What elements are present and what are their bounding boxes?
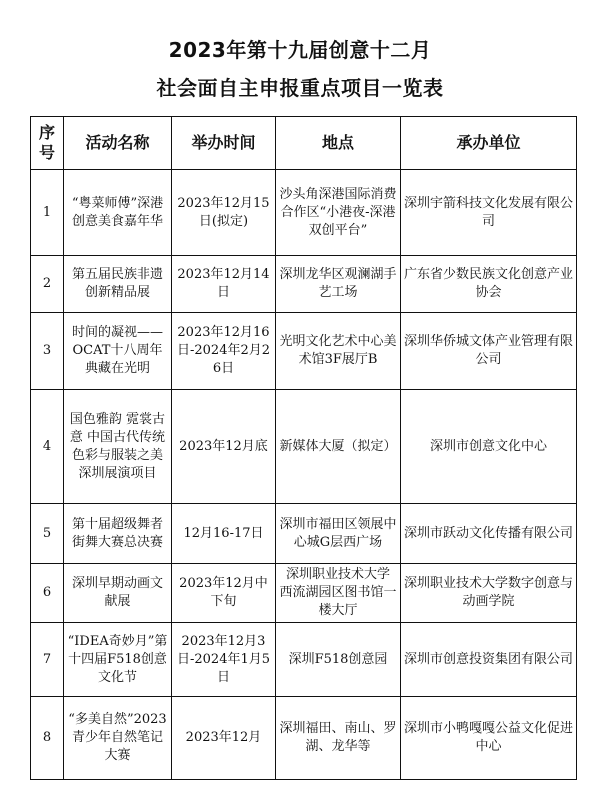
cell-index: 8 (31, 697, 64, 780)
cell-organizer: 深圳华侨城文体产业管理有限公司 (401, 313, 577, 390)
cell-index: 4 (31, 390, 64, 504)
table-row (31, 390, 577, 504)
table-row (31, 313, 577, 390)
table-row (31, 256, 577, 313)
cell-event-name: “多美自然”2023青少年自然笔记大赛 (64, 697, 172, 780)
cell-time: 2023年12月16日-2024年2月26日 (172, 313, 276, 390)
cell-organizer: 深圳市创意投资集团有限公司 (401, 623, 577, 697)
cell-time: 2023年12月15日(拟定) (172, 170, 276, 256)
cell-organizer: 深圳宇箭科技文化发展有限公司 (401, 170, 577, 256)
cell-organizer: 深圳市创意文化中心 (401, 390, 577, 504)
cell-event-name: “粤菜师傅”深港创意美食嘉年华 (64, 170, 172, 256)
cell-index: 6 (31, 564, 64, 623)
cell-event-name: 第十届超级舞者街舞大赛总决赛 (64, 504, 172, 564)
cell-location: 深圳F518创意园 (276, 623, 401, 697)
document-title-line-1: 2023年第十九届创意十二月 (168, 38, 432, 62)
header-location: 地点 (276, 117, 401, 170)
cell-event-name: 深圳早期动画文献展 (64, 564, 172, 623)
cell-event-name: 时间的凝视——OCAT十八周年典藏在光明 (64, 313, 172, 390)
cell-location: 深圳龙华区观澜湖手艺工场 (276, 256, 401, 313)
header-organizer: 承办单位 (401, 117, 577, 170)
cell-organizer: 广东省少数民族文化创意产业协会 (401, 256, 577, 313)
cell-index: 3 (31, 313, 64, 390)
table-row (31, 564, 577, 623)
header-time: 举办时间 (172, 117, 276, 170)
cell-index: 2 (31, 256, 64, 313)
header-event-name: 活动名称 (64, 117, 172, 170)
cell-time: 2023年12月中下旬 (172, 564, 276, 623)
cell-organizer: 深圳市小鸭嘎嘎公益文化促进中心 (401, 697, 577, 780)
cell-index: 5 (31, 504, 64, 564)
cell-organizer: 深圳职业技术大学数字创意与动画学院 (401, 564, 577, 623)
cell-location: 光明文化艺术中心美术馆3F展厅B (276, 313, 401, 390)
document-title-line-2: 社会面自主申报重点项目一览表 (156, 76, 444, 100)
table-row (31, 697, 577, 780)
cell-time: 12月16-17日 (172, 504, 276, 564)
cell-location: 新媒体大厦（拟定） (276, 390, 401, 504)
cell-organizer: 深圳市跃动文化传播有限公司 (401, 504, 577, 564)
cell-location: 深圳职业技术大学 西流湖园区图书馆一楼大厅 (276, 564, 401, 623)
header-index: 序号 (31, 117, 64, 170)
table-row (31, 170, 577, 256)
table-row (31, 504, 577, 564)
project-table (30, 116, 577, 780)
cell-index: 1 (31, 170, 64, 256)
cell-event-name: “IDEA奇妙月”第十四届F518创意文化节 (64, 623, 172, 697)
cell-time: 2023年12月 (172, 697, 276, 780)
cell-event-name: 第五届民族非遗创新精品展 (64, 256, 172, 313)
cell-event-name: 国色雅韵 霓裳古意 中国古代传统色彩与服装之美 深圳展演项目 (64, 390, 172, 504)
cell-time: 2023年12月3日-2024年1月5日 (172, 623, 276, 697)
cell-time: 2023年12月14日 (172, 256, 276, 313)
cell-location: 深圳福田、南山、罗湖、龙华等 (276, 697, 401, 780)
cell-index: 7 (31, 623, 64, 697)
table-header-row (31, 117, 577, 170)
cell-location: 深圳市福田区领展中心城G层西广场 (276, 504, 401, 564)
cell-location: 沙头角深港国际消费合作区“小港夜-深港双创平台” (276, 170, 401, 256)
cell-time: 2023年12月底 (172, 390, 276, 504)
table-row (31, 623, 577, 697)
